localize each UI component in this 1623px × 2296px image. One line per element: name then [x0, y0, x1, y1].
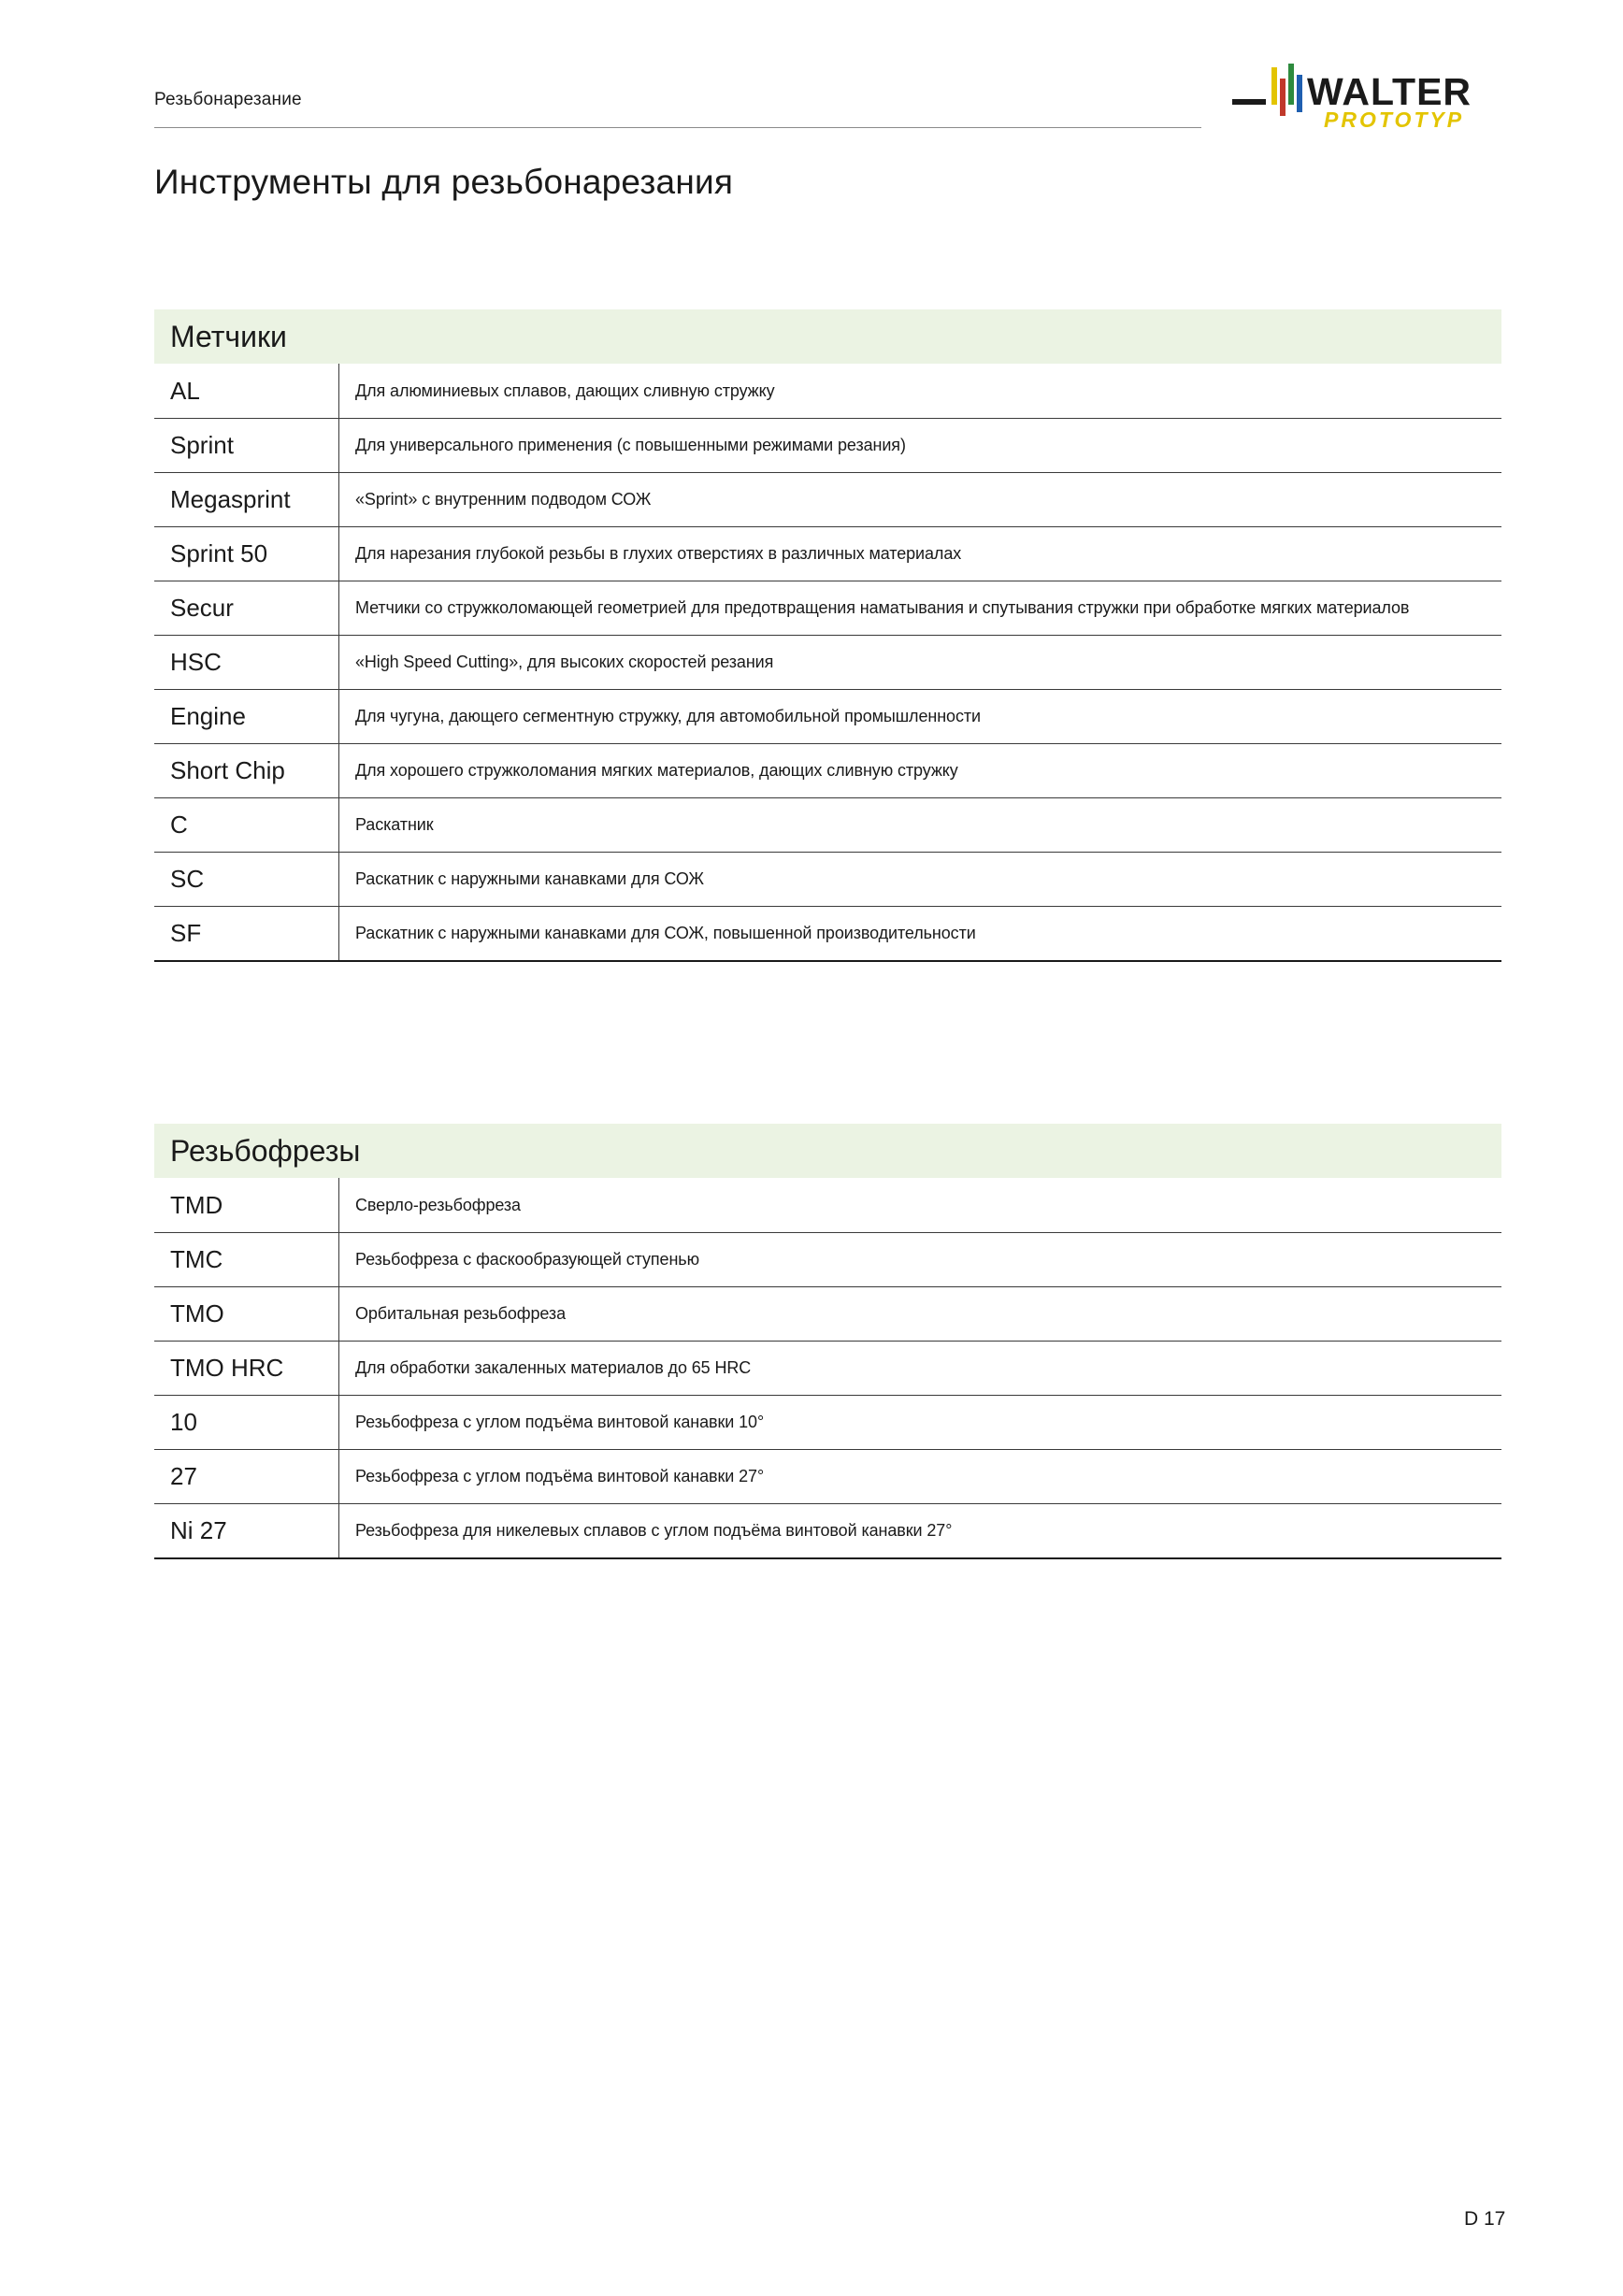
- table-row: [154, 1232, 1501, 1286]
- row-description: Резьбофреза с углом подъёма винтовой канавки 27°: [355, 1467, 765, 1485]
- row-description: Для нарезания глубокой резьбы в глухих отверстиях в различных материалах: [355, 544, 962, 563]
- row-code: 27: [154, 1450, 339, 1503]
- table-row: [154, 743, 1501, 797]
- taps-table: [154, 364, 1501, 962]
- row-description: Резьбофреза с углом подъёма винтовой канавки 10°: [355, 1413, 765, 1431]
- row-code: AL: [154, 364, 339, 418]
- section-header-taps: Метчики: [154, 309, 1501, 364]
- row-description: Метчики со стружколомающей геометрией для предотвращения наматывания и спутывания стружки при обработке мягких материалов: [355, 598, 1410, 617]
- table-row: [154, 418, 1501, 472]
- row-description: Орбитальная резьбофреза: [355, 1304, 566, 1323]
- row-code: HSC: [154, 636, 339, 689]
- row-description: Резьбофреза для никелевых сплавов с углом подъёма винтовой канавки 27°: [355, 1521, 953, 1540]
- row-code: 10: [154, 1396, 339, 1449]
- row-description: Для чугуна, дающего сегментную стружку, для автомобильной промышленности: [355, 707, 981, 725]
- table-row: [154, 797, 1501, 852]
- row-code: C: [154, 798, 339, 852]
- table-row: [154, 526, 1501, 581]
- row-code: Ni 27: [154, 1504, 339, 1557]
- row-description: Сверло-резьбофреза: [355, 1195, 521, 1214]
- row-code: TMC: [154, 1233, 339, 1286]
- table-row: [154, 852, 1501, 906]
- row-description: «Sprint» с внутренним подводом СОЖ: [355, 490, 652, 509]
- row-description: Раскатник: [355, 815, 434, 834]
- row-code: SF: [154, 907, 339, 960]
- logo-sub-text: PROTOTYP: [1324, 108, 1465, 132]
- table-row: [154, 635, 1501, 689]
- table-row: [154, 1449, 1501, 1503]
- page-number: D 17: [1464, 2208, 1506, 2230]
- row-code: SC: [154, 853, 339, 906]
- row-description: Раскатник с наружными канавками для СОЖ, повышенной производительности: [355, 924, 976, 942]
- table-row: [154, 1503, 1501, 1557]
- table-row: [154, 581, 1501, 635]
- row-description: Для обработки закаленных материалов до 65 HRC: [355, 1358, 752, 1377]
- table-row: [154, 1341, 1501, 1395]
- row-code: Secur: [154, 581, 339, 635]
- table-row: [154, 472, 1501, 526]
- section-header-thread-mills: Резьбофрезы: [154, 1124, 1501, 1178]
- row-description: Раскатник с наружными канавками для СОЖ: [355, 869, 704, 888]
- logo-dash: [1232, 99, 1266, 105]
- taps-section: [154, 309, 1501, 962]
- row-description: Для алюминиевых сплавов, дающих сливную стружку: [355, 380, 775, 400]
- row-description: Резьбофреза с фаскообразующей ступенью: [355, 1250, 699, 1269]
- table-row: [154, 1395, 1501, 1449]
- row-code: Sprint 50: [154, 527, 339, 581]
- table-row: [154, 1286, 1501, 1341]
- logo-bar-green: [1288, 64, 1294, 105]
- row-description: Для универсального применения (с повышенными режимами резания): [355, 436, 906, 454]
- logo-brand-text: WALTER: [1307, 70, 1472, 113]
- row-description: «High Speed Cutting», для высоких скоростей резания: [355, 653, 774, 671]
- row-description: Для хорошего стружколомания мягких материалов, дающих сливную стружку: [355, 761, 958, 780]
- walter-prototyp-logo: [1232, 60, 1509, 136]
- row-code: Sprint: [154, 419, 339, 472]
- table-row: [154, 1178, 1501, 1232]
- header-divider: [154, 127, 1201, 128]
- thread-mills-section: [154, 1124, 1501, 1559]
- page-title: Инструменты для резьбонарезания: [154, 163, 734, 201]
- row-code: TMD: [154, 1178, 339, 1232]
- table-row: [154, 906, 1501, 960]
- row-code: TMO: [154, 1287, 339, 1341]
- section-label: Резьбонарезание: [154, 90, 302, 109]
- row-code: Engine: [154, 690, 339, 743]
- logo-bar-red: [1280, 79, 1285, 116]
- row-code: TMO HRC: [154, 1342, 339, 1395]
- row-code: Megasprint: [154, 473, 339, 526]
- logo-bar-blue: [1297, 75, 1302, 112]
- thread-mills-table: [154, 1178, 1501, 1559]
- table-row: [154, 364, 1501, 418]
- row-code: Short Chip: [154, 744, 339, 797]
- table-row: [154, 689, 1501, 743]
- logo-bar-yellow: [1271, 67, 1277, 105]
